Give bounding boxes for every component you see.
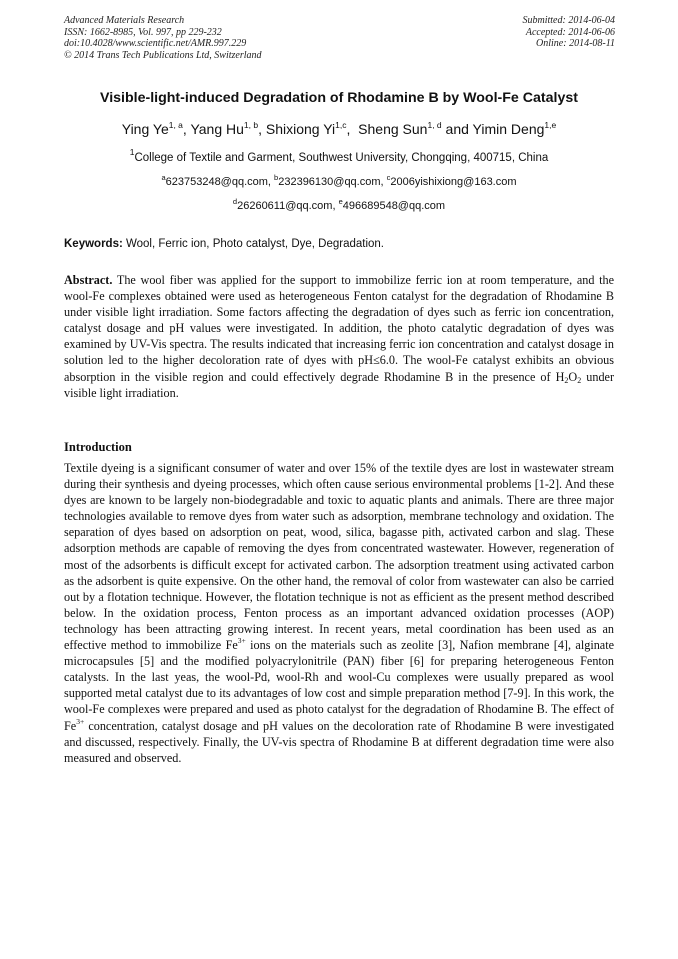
author-separator: and — [441, 121, 473, 137]
abstract — [64, 272, 614, 401]
introduction-body — [64, 460, 614, 766]
affiliation-text: College of Textile and Garment, Southwest University, Chongqing, 400715, China — [134, 152, 549, 164]
ion-charge-superscript: 3+ — [76, 716, 85, 726]
ion-charge-superscript: 3+ — [237, 636, 246, 646]
formula-text: O — [568, 369, 578, 384]
journal-name: Advanced Materials Research — [64, 15, 185, 26]
author-name: Sheng Sun — [358, 121, 428, 137]
email-address: 623753248@qq.com, — [165, 176, 275, 188]
author-affiliation-mark: 1, b — [243, 120, 259, 130]
abstract-text-end: under visible light irradiation. — [64, 369, 615, 400]
keywords-label: Keywords: — [64, 238, 123, 250]
doi-line: doi:10.4028/www.scientific.net/AMR.997.229 — [64, 38, 247, 49]
email-mark: b — [274, 173, 279, 182]
author-affiliation-mark: 1, a — [168, 120, 183, 130]
introduction-text: Textile dyeing is a significant consumer of water and over 15% of the textile dyes are lost in wastewater stream during their synthesis and dyeing processes, which often cause serious environmental problems [1-2]. And these dyes are known to be largely non-biodegradable and toxic to aquatic plants and animals. There are three major technologies available to remove dyes from water such as adsorption, membrane technology and oxidation. The separation of dyes based on adsorption on peat, wood, silica, bagasse pith, activated carbon and slag. These adsorption methods are capable of removing the dyes from concentrated wastewater. However, regeneration of most of the adsorbents is difficult except for activated carbon. The adsorption treatment using activated carbon as the adsorbent is quite expensive. On the other hand, the removal of color from wastewater can also be carried out by a flotation technique. However, the flotation technique is not as efficient as the present method described below. In the oxidation process, Fenton process as an important advanced oxidation processes (AOP) technology has been attracting growing interest. In recent years, metal coordination has been used as an effective method to immobilize Fe — [64, 461, 614, 653]
author-name: Shixiong Yi — [265, 121, 336, 137]
submitted-date: Submitted: 2014-06-04 — [522, 15, 615, 26]
dates-header — [523, 15, 616, 50]
formula-subscript: 2 — [564, 375, 569, 385]
email-address: 2006yishixiong@163.com — [390, 176, 517, 188]
email-mark: e — [338, 197, 343, 206]
accepted-date: Accepted: 2014-06-06 — [525, 26, 615, 38]
email-line-1 — [0, 173, 678, 188]
affiliation-mark: 1 — [129, 147, 135, 157]
author-name: Yimin Deng — [472, 121, 545, 137]
copyright-line: © 2014 Trans Tech Publications Ltd, Switzerland — [64, 49, 262, 61]
author-name: Yang Hu — [190, 121, 244, 137]
email-mark: c — [386, 173, 391, 182]
email-address: 232396130@qq.com, — [278, 176, 387, 188]
online-date: Online: 2014-08-11 — [536, 38, 615, 49]
introduction-text: ions on the materials such as zeolite [3], Nafion membrane [4], alginate microcapsules [5] and the modified polyacrylonitrile (PAN) fiber [6] for preparing heterogeneous Fenton catalysts. In the last yeas, the wool-Pd, wool-Rh and wool-Cu complexes were usually prepared as wool supported metal catalyst due to its advantages of low cost and simple preparation method [7-9]. In this work, the wool-Fe complexes were prepared and used as photo catalyst for the degradation of Rhodamine B. The effect of Fe — [64, 638, 615, 733]
issn-line: ISSN: 1662-8985, Vol. 997, pp 229-232 — [64, 26, 222, 38]
abstract-label: Abstract. — [64, 273, 113, 287]
email-mark: d — [232, 197, 238, 206]
introduction-text: concentration, catalyst dosage and pH values on the decoloration rate of Rhodamine B were investigated and discussed, respectively. Finally, the UV-vis spectra of Rhodamine B at different degradation time were also measured and observed. — [64, 718, 614, 765]
email-line-2 — [0, 197, 678, 212]
abstract-text: The wool fiber was applied for the support to immobilize ferric ion at room temperature, and the wool-Fe complexes obtained were used as heterogeneous Fenton catalyst for the degradation of Rhodamine B under visible light irradiation. Some factors affecting the degradation of dyes such as ferric ion concentration, catalyst dosage and pH values were investigated. In addition, the photo catalytic degradation of dyes was examined by UV-Vis spectra. The results indicated that increasing ferric ion concentration and catalyst dosage in solution led to the higher decoloration rate of dyes with pH≤6.0. The wool-Fe catalyst exhibits an obvious absorption in the visible region and could effectively degrade Rhodamine B in the presence of H — [64, 273, 614, 384]
email-mark: a — [161, 173, 166, 182]
email-address: 496689548@qq.com — [342, 200, 446, 212]
journal-header — [64, 15, 262, 61]
author-separator: , — [182, 121, 191, 137]
affiliation — [0, 147, 678, 164]
author-affiliation-mark: 1,c — [335, 120, 347, 130]
author-affiliation-mark: 1,e — [544, 120, 557, 130]
author-name: Ying Ye — [121, 121, 169, 137]
section-heading-introduction: Introduction — [64, 440, 132, 454]
formula-subscript: 2 — [577, 375, 582, 385]
keywords-text: Wool, Ferric ion, Photo catalyst, Dye, Degradation. — [122, 238, 385, 250]
author-list — [0, 121, 678, 137]
keywords — [64, 238, 384, 250]
author-separator: , — [258, 121, 266, 137]
email-address: 26260611@qq.com, — [237, 200, 339, 212]
paper-title: Visible-light-induced Degradation of Rhodamine B by Wool-Fe Catalyst — [100, 90, 578, 106]
author-separator: , — [346, 121, 359, 137]
author-affiliation-mark: 1, d — [427, 120, 442, 130]
